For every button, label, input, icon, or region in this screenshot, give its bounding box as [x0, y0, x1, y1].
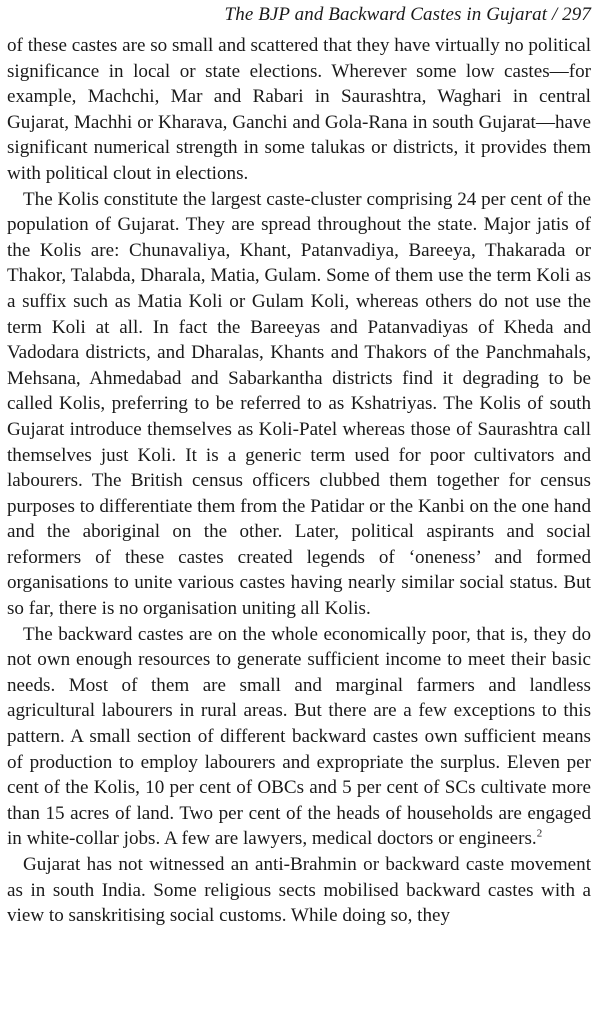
paragraph-4: Gujarat has not witnessed an anti-Brahmin or backward caste movement as in south India. Some religious sects mobilised backward castes with a view to sanskritising social customs. While doing so, they [7, 854, 591, 927]
footnote-marker: 2 [536, 828, 543, 841]
paragraph-3 [7, 622, 591, 852]
paragraph-1: of these castes are so small and scattered that they have virtually no political significance in local or state elections. Wherever some low castes—for example, Machchi, Mar and Rabari in Saurashtra, Waghari in central Gujarat, Machhi or Kharava, Ganchi and Gola-Rana in south Gujarat—have significant numerical strength in some talukas or districts, it provides them with political clout in elections. [7, 35, 591, 184]
running-header: The BJP and Backward Castes in Gujarat / 297 [224, 4, 591, 25]
paragraph-2: The Kolis constitute the largest caste-cluster comprising 24 per cent of the population of Gujarat. They are spread throughout the state. Major jatis of the Kolis are: Chunavaliya, Khant, Patanvadiya, Bareeya, Thakarada or Thakor, Talabda, Dharala, Matia, Gulam. Some of them use the term Koli as a suffix such as Matia Koli or Gulam Koli, whereas others do not use the term Koli at all. In fact the Bareeyas and Patanvadiyas of Kheda and Vadodara districts, and Dharalas, Khants and Thakors of the Panchmahals, Mehsana, Ahmedabad and Sabarkantha districts find it degrading to be called Kolis, preferring to be referred to as Kshatriyas. The Kolis of south Gujarat introduce themselves as Koli-Patel whereas those of Saurashtra call themselves just Koli. It is a generic term used for poor cultivators and labourers. The British census officers clubbed them together for census purposes to differentiate them from the Patidar or the Kanbi on the one hand and the aboriginal on the other. Later, political aspirants and social reformers of these castes created legends of ‘oneness’ and formed organisations to unite various castes having nearly similar social status. But so far, there is no organisation uniting all Kolis. [7, 188, 591, 620]
book-page [7, 0, 591, 929]
paragraph-3-text: The backward castes are on the whole economically poor, that is, they do not own enough resources to generate sufficient income to meet their basic needs. Most of them are small and marginal farmers and landless agricultural labourers in rural areas. But there are a few exceptions to this pattern. A small section of different backward castes own sufficient means of production to employ labourers and expropriate the surplus. Eleven per cent of the Kolis, 10 per cent of OBCs and 5 per cent of SCs cultivate more than 15 acres of land. Two per cent of the heads of households are engaged in white-collar jobs. A few are lawyers, medical doctors or engineers. [7, 623, 591, 850]
